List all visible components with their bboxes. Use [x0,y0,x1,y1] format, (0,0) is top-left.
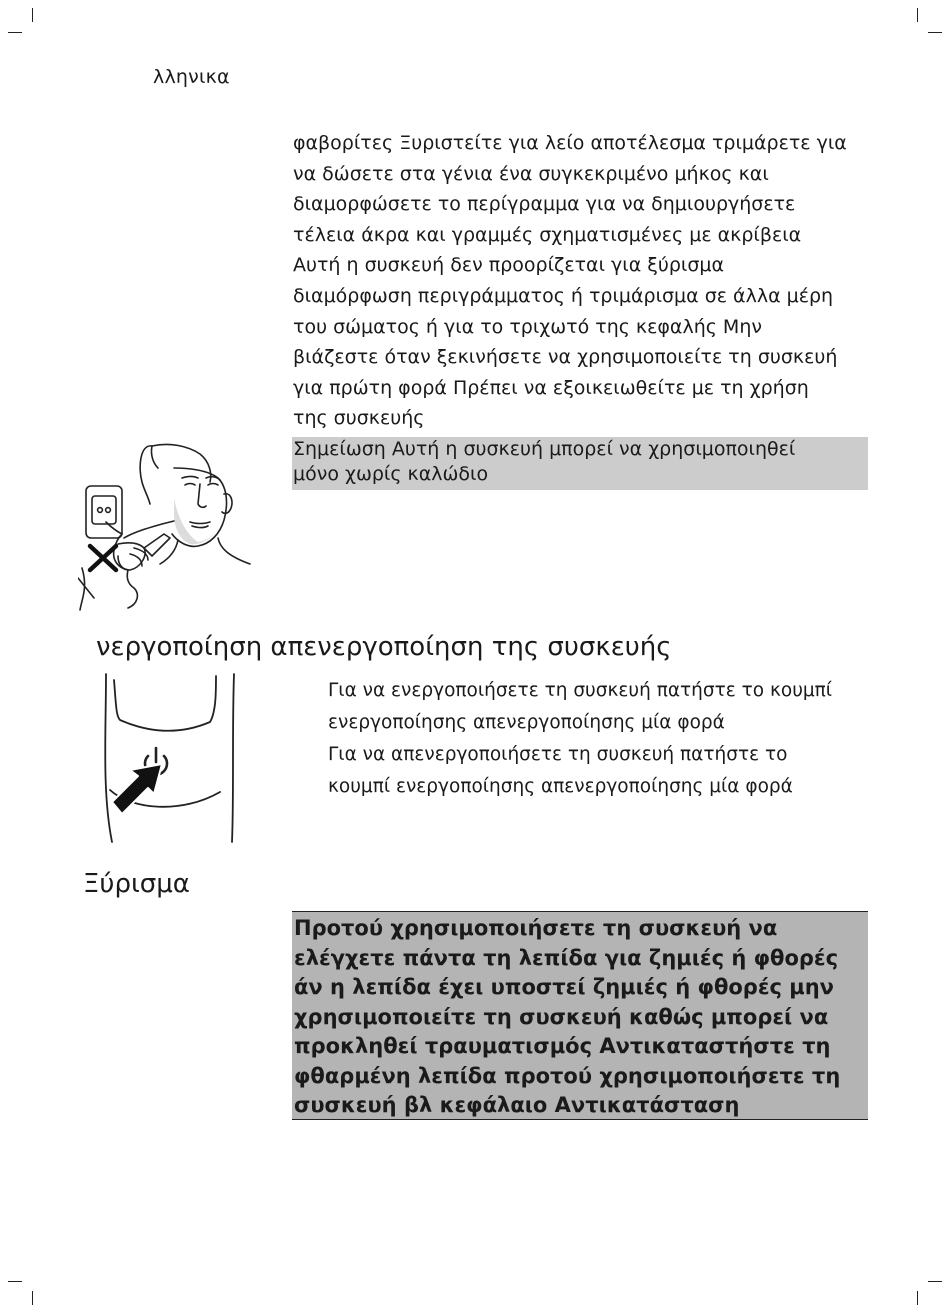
crop-mark [917,1291,918,1305]
power-line: Για να απενεργοποιήσετε τη συσκευή πατήστε το [328,744,788,765]
crop-mark [917,8,918,22]
crop-mark [32,8,33,22]
crop-mark [8,1281,22,1282]
intro-paragraph [293,128,873,434]
no-cord-shaving-illustration [78,438,254,614]
intro-line: διαμόρφωση περιγράμματος ή τριμάρισμα σε άλλα μέρη [293,284,834,307]
crop-mark [928,32,942,33]
warning-line: προκληθεί τραυματισμός Αντικαταστήστε τη [294,1034,831,1058]
crop-mark [32,1291,33,1305]
warning-line: φθαρμένη λεπίδα προτού χρησιμοποιήσετε τη [294,1063,841,1088]
intro-line: διαμορφώσετε το περίγραμμα για να δημιουργήσετε [293,193,796,216]
warning-line: ελέγχετε πάντα τη λεπίδα για ζημιές ή φθορές [294,945,839,970]
intro-line: τέλεια άκρα και γραμμές σχηματισμένες με ακρίβεια [293,223,802,246]
warning-line: άν η λεπίδα έχει υποστεί ζημιές ή φθορές μην [294,975,834,999]
intro-line: για πρώτη φορά Πρέπει να εξοικειωθείτε με τη χρήση [293,376,809,399]
intro-line: της συσκευής [293,407,425,430]
power-line: κουμπί ενεργοποίησης απενεργοποίησης μία φορά [328,776,793,797]
intro-line: Αυτή η συσκευή δεν προορίζεται για ξύρισμα [293,254,725,277]
power-line: Για να ενεργοποιήσετε τη συσκευή πατήστε το κουμπί [328,680,833,701]
intro-line: του σώματος ή για το τριχωτό της κεφαλής Μην [293,315,762,338]
warning-line: χρησιμοποιείτε τη συσκευή καθώς μπορεί να [294,1004,829,1029]
intro-line: να δώσετε στα γένια ένα συγκεκριμένο μήκος και [293,162,769,185]
note-line: Σημείωση Αυτή η συσκευή μπορεί να χρησιμοποιηθεί [293,438,796,460]
power-line: ενεργοποίησης απενεργοποίησης μία φορά [328,712,725,733]
language-header: λληνικα [153,66,230,88]
crop-mark [8,32,22,33]
intro-line: φαβορίτες Ξυριστείτε για λείο αποτέλεσμα τριμάρετε για [293,132,847,154]
section-title-power: νεργοποίηση απενεργοποίηση της συσκευής [96,632,672,662]
note-line: μόνο χωρίς καλώδιο [293,463,489,485]
warning-line: συσκευή βλ κεφάλαιο Αντικατάσταση [294,1093,740,1117]
power-instructions [328,675,832,803]
warning-box [292,911,868,1120]
section-title-shaving: Ξύρισμα [83,869,190,899]
warning-line: Προτού χρησιμοποιήσετε τη συσκευή να [294,916,778,940]
note-box [292,437,868,490]
intro-line: βιάζεστε όταν ξεκινήσετε να χρησιμοποιείτε τη συσκευή [293,346,838,369]
crop-mark [928,1281,942,1282]
power-button-illustration [92,672,242,844]
